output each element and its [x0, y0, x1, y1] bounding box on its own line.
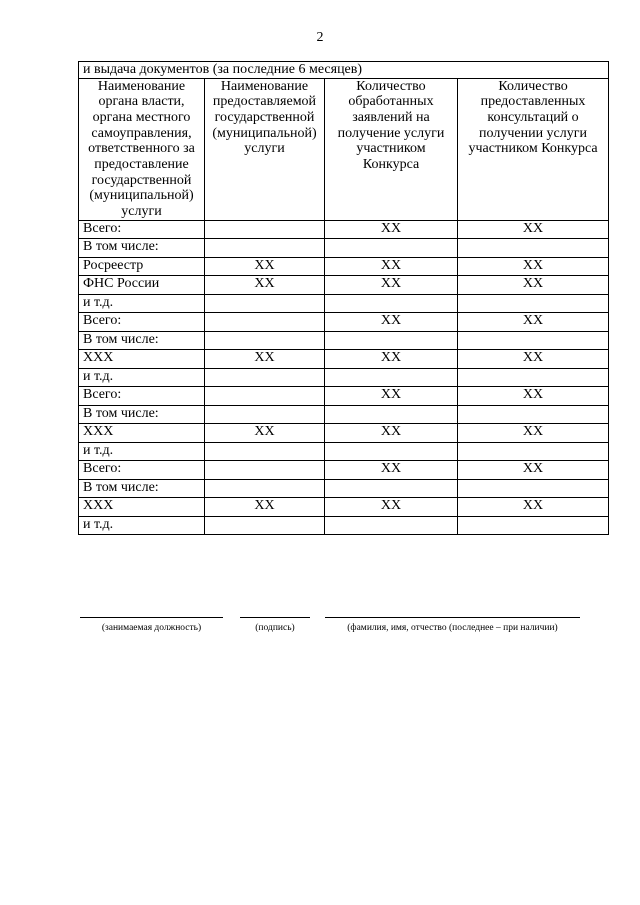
authority-cell: ФНС России: [79, 276, 205, 295]
consultations-cell: [458, 331, 609, 350]
table-row: [79, 461, 609, 480]
consultations-cell: ХХ: [458, 220, 609, 239]
table-row: [79, 479, 609, 498]
table-heading: и выдача документов (за последние 6 месяцев): [79, 62, 609, 79]
applications-cell: [325, 294, 458, 313]
authority-cell: В том числе:: [79, 331, 205, 350]
column-header-applications: Количество обработанных заявлений на получение услуги участником Конкурса: [325, 78, 458, 220]
authority-cell: ХХХ: [79, 424, 205, 443]
service-cell: [205, 479, 325, 498]
table-row: [79, 239, 609, 258]
authority-cell: ХХХ: [79, 498, 205, 517]
consultations-cell: [458, 239, 609, 258]
consultations-cell: [458, 368, 609, 387]
authority-cell: и т.д.: [79, 294, 205, 313]
table-row: [79, 405, 609, 424]
applications-cell: [325, 239, 458, 258]
service-cell: ХХ: [205, 424, 325, 443]
service-cell: [205, 239, 325, 258]
table-row: [79, 442, 609, 461]
applications-cell: ХХ: [325, 313, 458, 332]
service-cell: ХХ: [205, 498, 325, 517]
consultations-cell: ХХ: [458, 498, 609, 517]
service-cell: [205, 313, 325, 332]
report-table: [78, 61, 609, 535]
table-row: [79, 257, 609, 276]
applications-cell: ХХ: [325, 257, 458, 276]
consultations-cell: ХХ: [458, 387, 609, 406]
applications-cell: [325, 405, 458, 424]
position-caption: (занимаемая должность): [101, 623, 202, 633]
applications-cell: [325, 516, 458, 535]
table-row: [79, 313, 609, 332]
consultations-cell: ХХ: [458, 461, 609, 480]
authority-cell: и т.д.: [79, 442, 205, 461]
applications-cell: ХХ: [325, 461, 458, 480]
authority-cell: Всего:: [79, 220, 205, 239]
table-row: [79, 220, 609, 239]
authority-cell: и т.д.: [79, 368, 205, 387]
consultations-cell: [458, 516, 609, 535]
authority-cell: Всего:: [79, 313, 205, 332]
applications-cell: ХХ: [325, 220, 458, 239]
applications-cell: ХХ: [325, 350, 458, 369]
signature-sign-block: [240, 617, 310, 633]
table-row: [79, 276, 609, 295]
service-cell: [205, 461, 325, 480]
consultations-cell: [458, 479, 609, 498]
applications-cell: [325, 479, 458, 498]
applications-cell: [325, 331, 458, 350]
service-cell: [205, 387, 325, 406]
table-row: [79, 516, 609, 535]
applications-cell: [325, 368, 458, 387]
consultations-cell: ХХ: [458, 276, 609, 295]
consultations-cell: [458, 405, 609, 424]
table-row: [79, 368, 609, 387]
authority-cell: Всего:: [79, 461, 205, 480]
column-header-row: [79, 78, 609, 220]
service-cell: [205, 331, 325, 350]
column-header-service: Наименование предоставляемой государственной (муниципальной) услуги: [205, 78, 325, 220]
applications-cell: ХХ: [325, 424, 458, 443]
table-row: [79, 387, 609, 406]
service-cell: [205, 294, 325, 313]
table-row: [79, 294, 609, 313]
consultations-cell: ХХ: [458, 424, 609, 443]
service-cell: [205, 442, 325, 461]
signature-position-block: [80, 617, 223, 633]
service-cell: ХХ: [205, 350, 325, 369]
authority-cell: и т.д.: [79, 516, 205, 535]
column-header-consultations: Количество предоставленных консультаций о получении услуги участником Конкурса: [458, 78, 609, 220]
service-cell: ХХ: [205, 276, 325, 295]
signature-line: [240, 617, 310, 622]
page-number: 2: [316, 30, 324, 45]
authority-cell: Всего:: [79, 387, 205, 406]
service-cell: [205, 516, 325, 535]
applications-cell: ХХ: [325, 387, 458, 406]
applications-cell: ХХ: [325, 276, 458, 295]
column-header-authority: Наименование органа власти, органа местного самоуправления, ответственного за предоставление государственной (муниципальной) услуги: [79, 78, 205, 220]
authority-cell: В том числе:: [79, 239, 205, 258]
applications-cell: [325, 442, 458, 461]
table-heading-row: [79, 62, 609, 79]
consultations-cell: [458, 442, 609, 461]
table-row: [79, 331, 609, 350]
authority-cell: В том числе:: [79, 479, 205, 498]
table-row: [79, 498, 609, 517]
name-caption: (фамилия, имя, отчество (последнее – при наличии): [347, 623, 558, 633]
service-cell: [205, 220, 325, 239]
consultations-cell: ХХ: [458, 350, 609, 369]
table-row: [79, 350, 609, 369]
service-cell: ХХ: [205, 257, 325, 276]
authority-cell: Росреестр: [79, 257, 205, 276]
applications-cell: ХХ: [325, 498, 458, 517]
consultations-cell: ХХ: [458, 313, 609, 332]
service-cell: [205, 368, 325, 387]
consultations-cell: [458, 294, 609, 313]
authority-cell: В том числе:: [79, 405, 205, 424]
service-cell: [205, 405, 325, 424]
position-line: [80, 617, 223, 622]
authority-cell: ХХХ: [79, 350, 205, 369]
table-row: [79, 424, 609, 443]
signature-name-block: [325, 617, 580, 633]
signature-caption: (подпись): [255, 623, 295, 633]
name-line: [325, 617, 580, 622]
consultations-cell: ХХ: [458, 257, 609, 276]
